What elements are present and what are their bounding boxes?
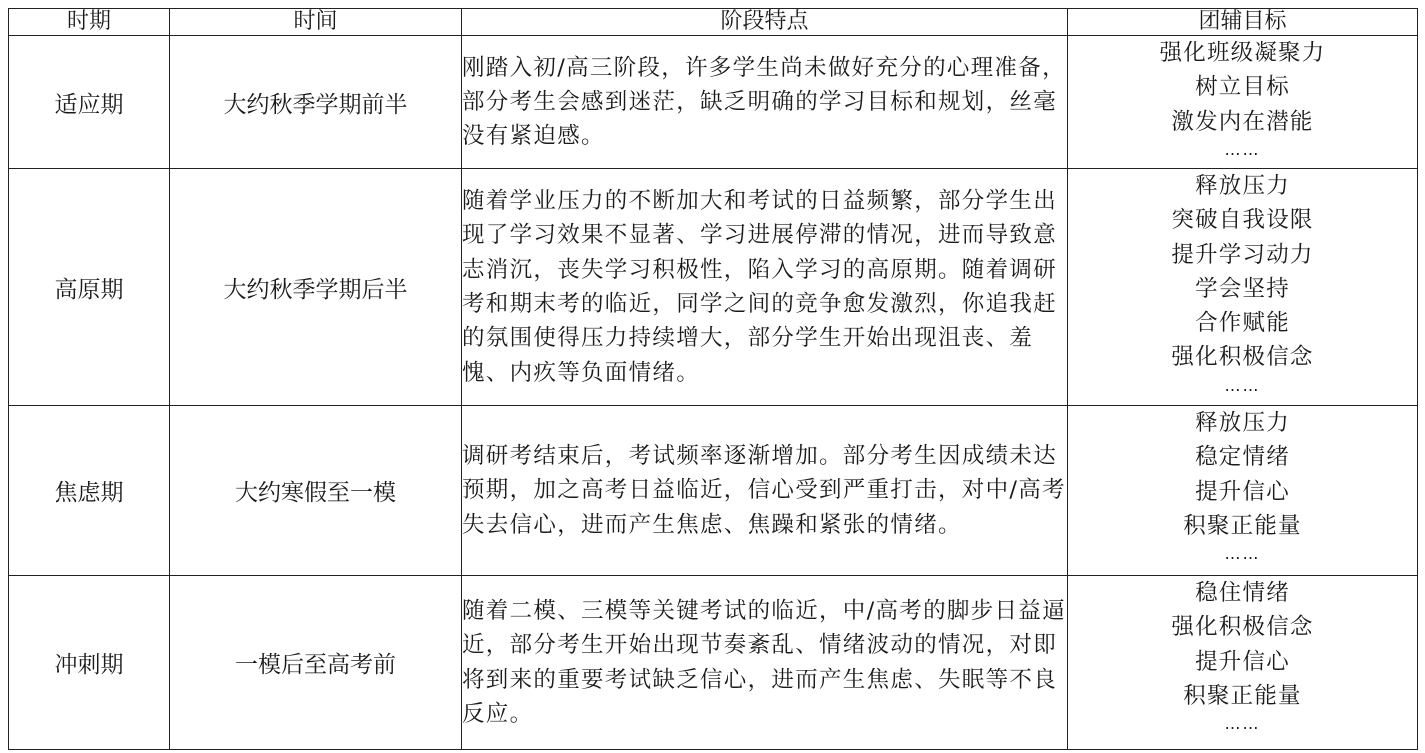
goal-item: 释放压力 xyxy=(1195,173,1290,199)
period-cell: 适应期 xyxy=(9,36,170,169)
goal-item: 突破自我设限 xyxy=(1171,207,1314,234)
table-row xyxy=(9,36,1418,169)
goals-cell xyxy=(1068,169,1418,406)
time-cell: 一模后至高考前 xyxy=(170,576,462,750)
goal-item: 树立目标 xyxy=(1195,74,1290,101)
header-goals: 团辅目标 xyxy=(1068,9,1418,36)
description-cell: 调研考结束后，考试频率逐渐增加。部分考生因成绩未达预期，加之高考日益临近，信心受到严重打击，对中/高考失去信心，进而产生焦虑、焦躁和紧张的情绪。 xyxy=(462,406,1068,576)
time-cell: 大约秋季学期后半 xyxy=(170,169,462,406)
goal-ellipsis: …… xyxy=(1224,139,1261,159)
header-description: 阶段特点 xyxy=(462,9,1068,36)
goals-cell xyxy=(1068,576,1418,750)
goal-item: 强化班级凝聚力 xyxy=(1159,40,1326,66)
goal-ellipsis: …… xyxy=(1224,544,1261,564)
goals-cell xyxy=(1068,406,1418,576)
goal-item: 提升信心 xyxy=(1195,648,1290,675)
header-time: 时间 xyxy=(170,9,462,36)
goal-item: 强化积极信念 xyxy=(1171,614,1314,641)
goal-item: 强化积极信念 xyxy=(1171,344,1314,371)
table-row xyxy=(9,169,1418,406)
stage-table xyxy=(8,8,1418,750)
table-row xyxy=(9,406,1418,576)
goal-ellipsis: …… xyxy=(1224,714,1261,734)
description-cell: 随着学业压力的不断加大和考试的日益频繁，部分学生出现了学习效果不显著、学习进展停滞的情况，进而导致意志消沉，丧失学习积极性，陷入学习的高原期。随着调研考和期末考的临近，同学之间的竞争愈发激烈，你追我赶的氛围使得压力持续增大，部分学生开始出现沮丧、羞愧、内疚等负面情绪。 xyxy=(462,169,1068,406)
goal-item: 提升学习动力 xyxy=(1171,241,1314,268)
period-cell: 冲刺期 xyxy=(9,576,170,750)
time-cell: 大约秋季学期前半 xyxy=(170,36,462,169)
description-cell: 刚踏入初/高三阶段，许多学生尚未做好充分的心理准备，部分考生会感到迷茫，缺乏明确的学习目标和规划，丝毫没有紧迫感。 xyxy=(462,36,1068,169)
period-cell: 高原期 xyxy=(9,169,170,406)
goal-item: 释放压力 xyxy=(1195,410,1290,436)
goal-item: 学会坚持 xyxy=(1195,275,1290,302)
goal-ellipsis: …… xyxy=(1224,375,1261,395)
goal-item: 积聚正能量 xyxy=(1183,512,1302,539)
goal-item: 积聚正能量 xyxy=(1183,682,1302,709)
time-cell: 大约寒假至一模 xyxy=(170,406,462,576)
goal-item: 稳住情绪 xyxy=(1195,580,1290,606)
header-period: 时期 xyxy=(9,9,170,36)
header-row xyxy=(9,9,1418,36)
goal-item: 合作赋能 xyxy=(1195,310,1290,337)
goal-item: 稳定情绪 xyxy=(1195,444,1290,471)
goal-item: 提升信心 xyxy=(1195,478,1290,505)
goals-cell xyxy=(1068,36,1418,169)
goal-item: 激发内在潜能 xyxy=(1171,108,1314,135)
table-row xyxy=(9,576,1418,750)
period-cell: 焦虑期 xyxy=(9,406,170,576)
description-cell: 随着二模、三模等关键考试的临近，中/高考的脚步日益逼近，部分考生开始出现节奏紊乱、情绪波动的情况，对即将到来的重要考试缺乏信心，进而产生焦虑、失眠等不良反应。 xyxy=(462,576,1068,750)
